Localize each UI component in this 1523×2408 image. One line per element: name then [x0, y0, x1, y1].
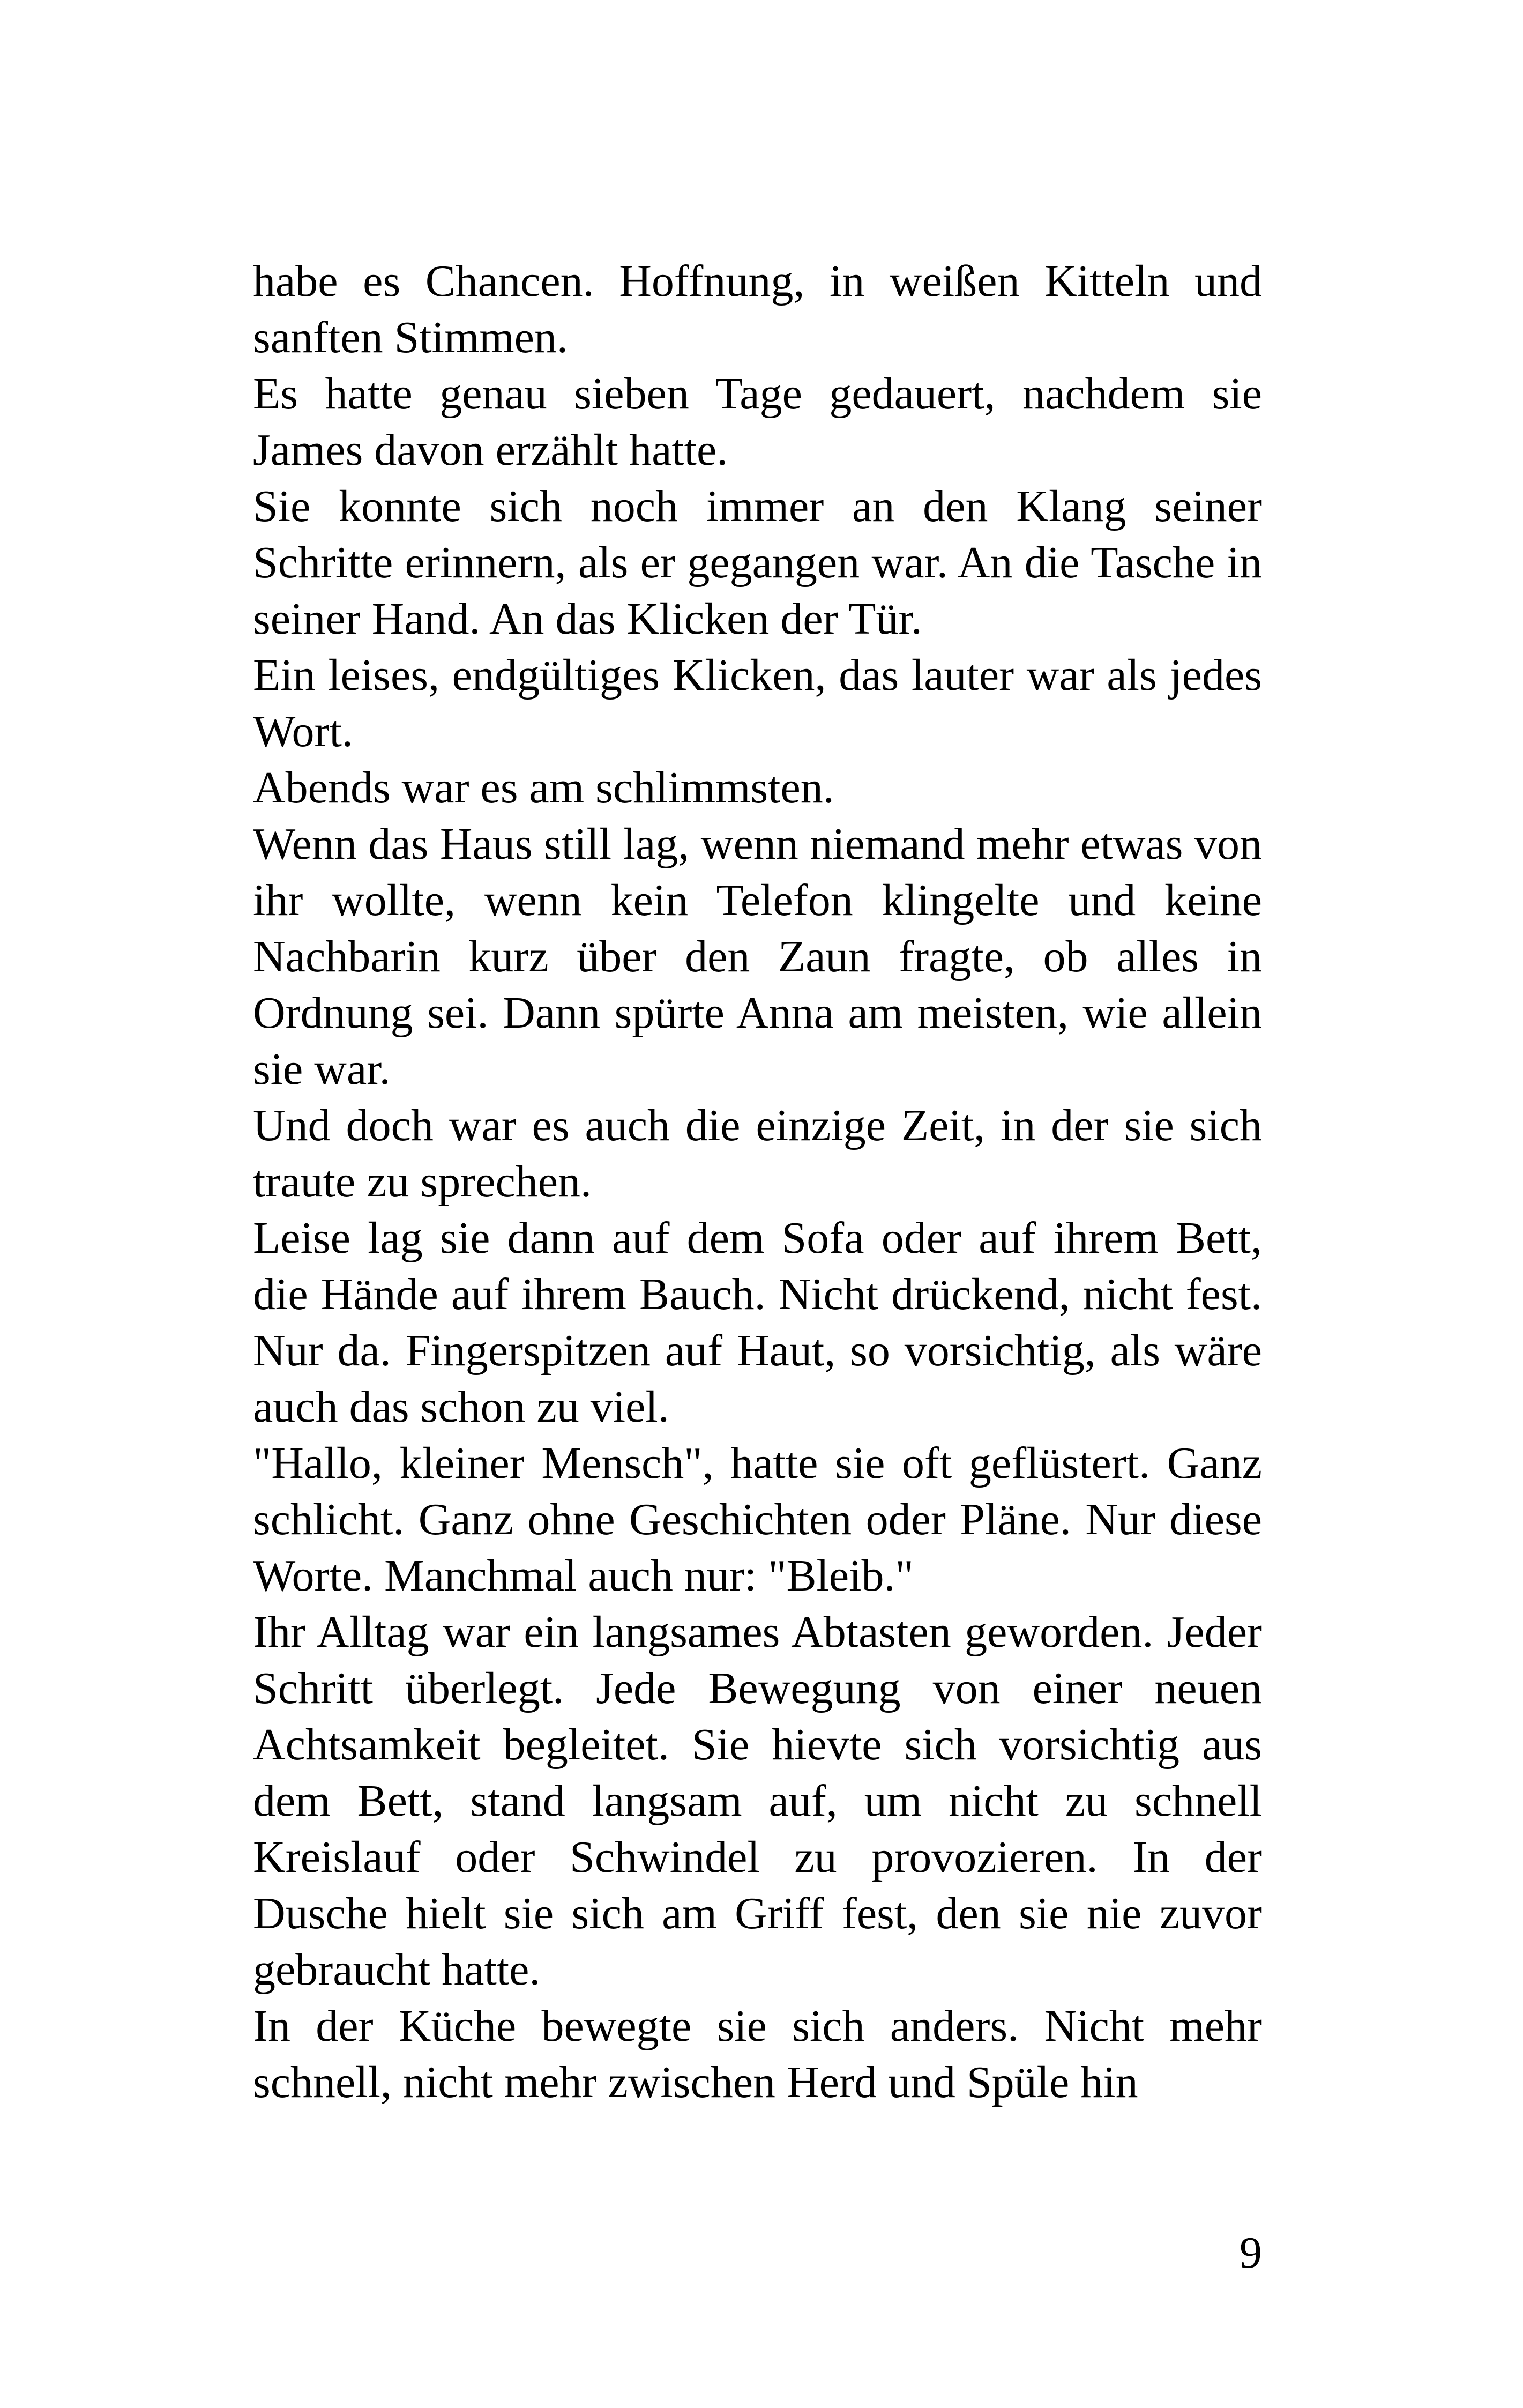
paragraph: Wenn das Haus still lag, wenn niemand mehr etwas von ihr wollte, wenn kein Telefon klingelte und keine Nachbarin kurz über den Zaun fragte, ob alles in Ordnung sei. Dann spürte Anna am meisten, wie allein sie war. [253, 819, 1262, 1094]
page-number: 9 [1240, 2228, 1262, 2278]
paragraph: Sie konnte sich noch immer an den Klang seiner Schritte erinnern, als er gegangen war. An die Tasche in seiner Hand. An das Klicken der Tür. [253, 481, 1262, 644]
paragraph: "Hallo, kleiner Mensch", hatte sie oft geflüstert. Ganz schlicht. Ganz ohne Geschichten oder Pläne. Nur diese Worte. Manchmal auch nur: "Bleib." [253, 1438, 1262, 1601]
paragraph: Ihr Alltag war ein langsames Abtasten geworden. Jeder Schritt überlegt. Jede Bewegung von einer neuen Achtsamkeit begleitet. Sie hievte sich vorsichtig aus dem Bett, stand langsam auf, um nicht zu schnell Kreislauf oder Schwindel zu provozieren. In der Dusche hielt sie sich am Griff fest, den sie nie zuvor gebraucht hatte. [253, 1607, 1262, 1995]
paragraph: Und doch war es auch die einzige Zeit, in der sie sich traute zu sprechen. [253, 1101, 1262, 1207]
paragraph: Es hatte genau sieben Tage gedauert, nachdem sie James davon erzählt hatte. [253, 369, 1262, 475]
paragraph: habe es Chancen. Hoffnung, in weißen Kitteln und sanften Stimmen. [253, 256, 1262, 362]
body-text [253, 253, 1262, 2110]
paragraph: Abends war es am schlimmsten. [253, 763, 834, 813]
paragraph: Leise lag sie dann auf dem Sofa oder auf ihrem Bett, die Hände auf ihrem Bauch. Nicht drückend, nicht fest. Nur da. Fingerspitzen auf Haut, so vorsichtig, als wäre auch das schon zu viel. [253, 1213, 1262, 1432]
paragraph: Ein leises, endgültiges Klicken, das lauter war als jedes Wort. [253, 650, 1262, 756]
paragraph: In der Küche bewegte sie sich anders. Nicht mehr schnell, nicht mehr zwischen Herd und Spüle hin [253, 2001, 1262, 2107]
